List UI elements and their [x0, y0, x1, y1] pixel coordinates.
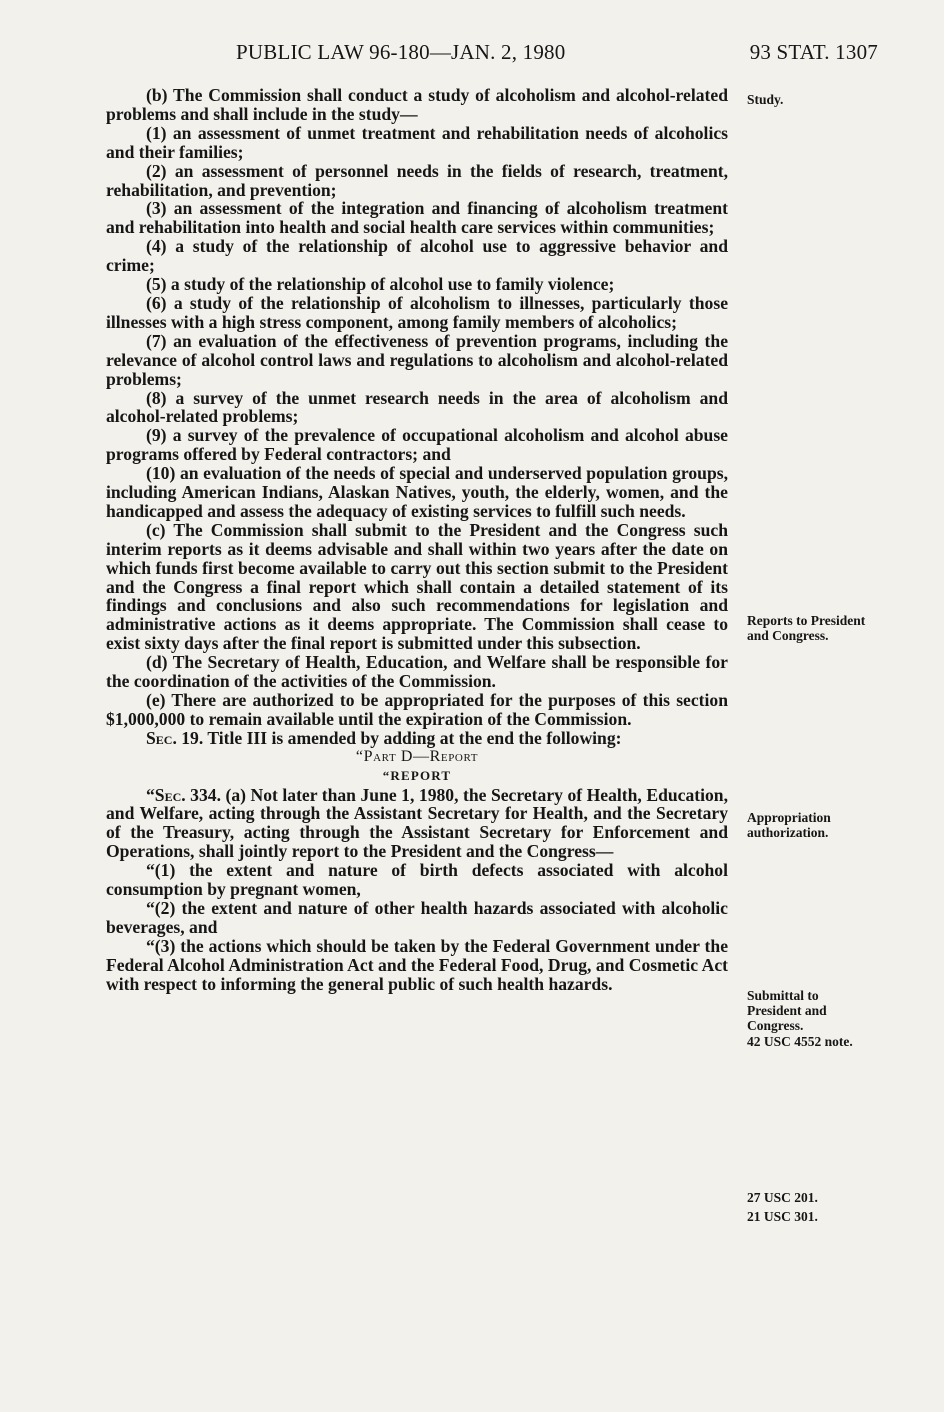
list-item: (4) a study of the relationship of alcohol use to aggressive behavior and crime;: [106, 236, 728, 276]
list-item: (8) a survey of the unmet research needs in the area of alcoholism and alcohol-related problems;: [106, 387, 728, 427]
margin-note-submittal: Submittal to President and Congress.: [747, 988, 827, 1033]
para-d: (d) The Secretary of Health, Education, and Welfare shall be responsible for the coordination of the activities of the Commission.: [106, 652, 728, 692]
running-header: [108, 40, 878, 68]
list-item: (1) an assessment of unmet treatment and rehabilitation needs of alcoholics and their families;: [106, 122, 728, 162]
header-law-title: PUBLIC LAW 96-180—JAN. 2, 1980: [236, 40, 566, 64]
margin-note-study: Study.: [747, 92, 784, 107]
list-item: “(2) the extent and nature of other health hazards associated with alcoholic beverages, and: [106, 897, 728, 937]
sec-334-text: 334. (a) Not later than June 1, 1980, the Secretary of Health, Education, and Welfare, acting through the Assistant Secretary for Health, and the Secretary of the Treasury, acting through the Assistant Secretary for Enforcement and Operations, shall jointly report to the President and the Congress—: [106, 784, 728, 862]
para-e: (e) There are authorized to be appropriated for the purposes of this section $1,000,000 to remain available until the expiration of the Commission.: [106, 690, 728, 729]
sec-334-label: “Sec.: [146, 784, 186, 805]
margin-note-usc-201: 27 USC 201.: [747, 1190, 818, 1205]
margin-note-usc-4552: 42 USC 4552 note.: [747, 1034, 853, 1049]
main-text: [106, 86, 728, 994]
list-item: (10) an evaluation of the needs of special and underserved population groups, including American Indians, Alaskan Natives, youth, the elderly, women, and the handicapped and assess the adequacy of existing services to fulfill such needs.: [106, 463, 728, 521]
part-d-heading: “Part D—Report: [355, 747, 479, 765]
sec-19-text: 19. Title III is amended by adding at the end the following:: [176, 727, 622, 748]
list-item: (5) a study of the relationship of alcohol use to family violence;: [146, 274, 615, 295]
list-item: “(3) the actions which should be taken by the Federal Government under the Federal Alcohol Administration Act and the Federal Food, Drug, and Cosmetic Act with respect to informing the general public of such health hazards.: [106, 935, 728, 994]
list-item: (2) an assessment of personnel needs in the fields of research, treatment, rehabilitation, and prevention;: [106, 160, 728, 200]
margin-note-appropriation: Appropriation authorization.: [747, 810, 831, 840]
para-c: (c) The Commission shall submit to the President and the Congress such interim reports as it deems advisable and shall within two years after the date on which funds first become available to carry out this section submit to the President and the Congress a final report which shall contain a detailed statement of its findings and conclusions and also such recommendations for legislation and administrative actions as it deems appropriate. The Commission shall cease to exist sixty days after the final report is submitted under this subsection.: [106, 519, 728, 654]
sec-19: [106, 729, 728, 748]
list-item: (6) a study of the relationship of alcoholism to illnesses, particularly those illnesses with a high stress component, among family members of alcoholics;: [106, 292, 728, 332]
sec-19-label: Sec.: [146, 727, 177, 748]
para-b-intro: (b) The Commission shall conduct a study of alcoholism and alcohol-related problems and shall include in the study—: [106, 85, 728, 124]
report-heading: “REPORT: [382, 767, 452, 783]
sec-334: [106, 786, 728, 862]
list-item: (7) an evaluation of the effectiveness of prevention programs, including the relevance of alcohol control laws and regulations to alcoholism and alcohol-related problems;: [106, 330, 728, 389]
list-item: “(1) the extent and nature of birth defects associated with alcohol consumption by pregnant women,: [106, 860, 728, 900]
header-page-number: 93 STAT. 1307: [749, 40, 878, 64]
list-item: (3) an assessment of the integration and financing of alcoholism treatment and rehabilitation into health and social health care services within communities;: [106, 198, 728, 238]
margin-note-usc-301: 21 USC 301.: [747, 1209, 818, 1224]
list-item: (9) a survey of the prevalence of occupational alcoholism and alcohol abuse programs offered by Federal contractors; and: [106, 425, 728, 465]
margin-note-reports: Reports to President and Congress.: [747, 613, 866, 643]
